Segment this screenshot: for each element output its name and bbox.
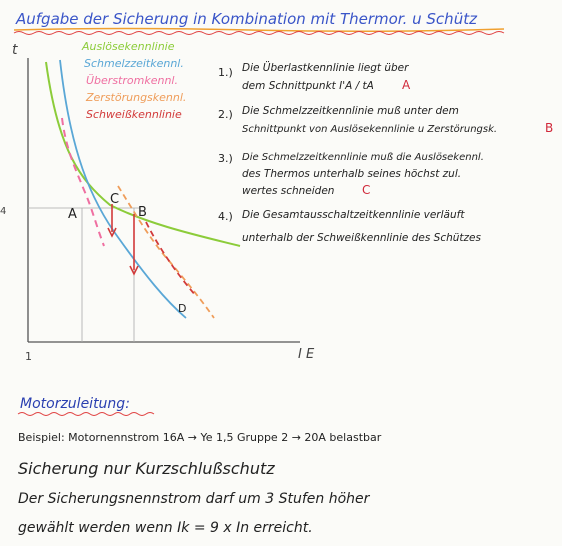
x-axis-label: I E [298, 347, 315, 362]
title-underline-wave [14, 32, 504, 35]
y-axis-label: t [12, 42, 18, 58]
page-title: Aufgabe der Sicherung in Kombination mit Thermor. u Schütz [16, 10, 477, 28]
rule-1 [218, 61, 411, 92]
rule-2 [218, 105, 553, 135]
rule-2-line-2: Schnittpunkt von Auslösekennlinie u Zerstörungsk. [242, 124, 498, 135]
point-label-c: C [110, 192, 120, 207]
legend [81, 40, 186, 121]
rule-1-number: 1.) [218, 66, 233, 79]
rule-4 [218, 209, 481, 244]
y-axis-tick-label: 4 [0, 206, 7, 217]
rule-3-line-1: Die Schmelzzeitkennlinie muß die Auslösekennl. [242, 152, 484, 163]
rule-3-number: 3.) [218, 152, 233, 165]
legend-zerstoerung: Zerstörungskennl. [86, 91, 187, 104]
motor-heading-underline [18, 413, 154, 416]
rule-4-line-2: unterhalb der Schweißkennlinie des Schützes [242, 232, 481, 244]
rule-2-line-1: Die Schmelzzeitkennlinie muß unter dem [242, 105, 459, 117]
rule-1-tag: A [402, 78, 411, 92]
rule-2-number: 2.) [218, 108, 233, 121]
curve-ueberstrom [62, 118, 104, 246]
rule-3-line-2: des Thermos unterhalb seines höchst zul. [242, 168, 462, 180]
rule-4-line-1: Die Gesamtausschaltzeitkennlinie verläuft [242, 209, 465, 221]
legend-ausloese: Auslösekennlinie [82, 40, 175, 53]
legend-ueberstrom: Überstromkennl. [86, 74, 178, 87]
legend-schmelzzeit: Schmelzzeitkennl. [84, 57, 184, 70]
motor-example: Beispiel: Motornennstrom 16A → Ye 1,5 Gruppe 2 → 20A belastbar [18, 431, 382, 444]
motor-line-2: Der Sicherungsnennstrom darf um 3 Stufen höher [18, 491, 370, 507]
rule-1-line-2: dem Schnittpunkt I'A / tA [242, 80, 374, 92]
motor-line-3: gewählt werden wenn Ik = 9 x In erreicht. [18, 520, 313, 536]
motor-heading: Motorzuleitung: [20, 396, 130, 412]
rule-1-line-1: Die Überlastkennlinie liegt über [242, 62, 409, 74]
title-underline [14, 29, 504, 32]
legend-schweiss: Schweißkennlinie [86, 108, 182, 121]
rule-3 [218, 152, 484, 197]
point-label-a: A [68, 207, 77, 222]
point-label-d: D [178, 302, 187, 315]
motor-line-1: Sicherung nur Kurzschlußschutz [18, 459, 275, 478]
rule-4-number: 4.) [218, 210, 233, 223]
point-label-b: B [138, 205, 147, 220]
rule-3-line-3: wertes schneiden [242, 185, 335, 197]
rule-2-tag: B [545, 121, 554, 135]
rule-3-tag: C [362, 183, 371, 197]
x-axis-tick-label: 1 [25, 350, 32, 363]
